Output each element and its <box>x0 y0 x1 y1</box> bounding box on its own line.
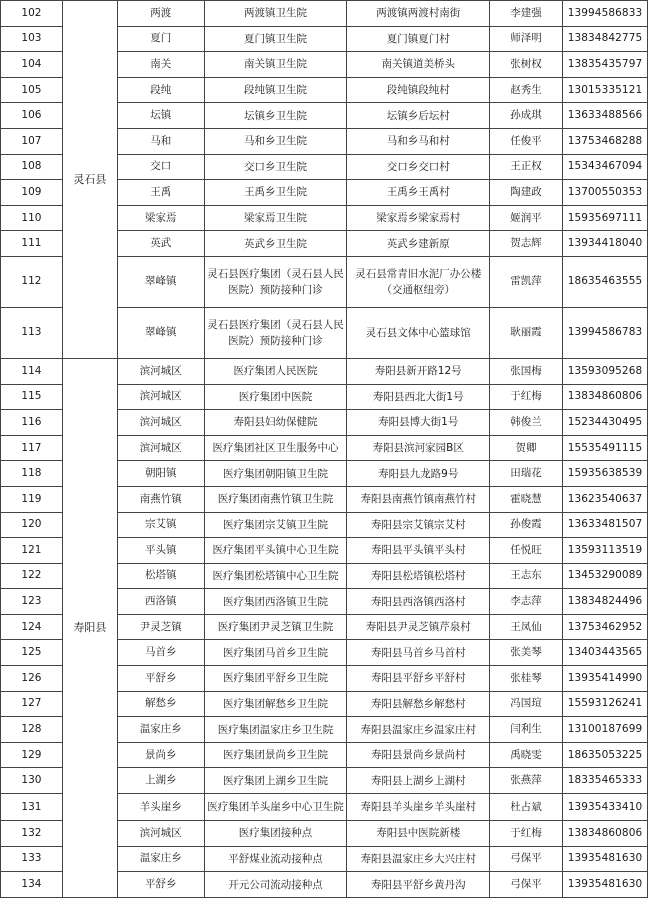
township-cell: 滨河城区 <box>117 821 204 847</box>
phone-cell: 13834842775 <box>562 26 647 52</box>
vaccination-site-cell: 平舒煤业流动接种点 <box>204 846 347 872</box>
contact-person-cell: 雷凯萍 <box>490 256 563 307</box>
township-cell: 尹灵芝镇 <box>117 614 204 640</box>
contact-person-cell: 张树权 <box>490 52 563 78</box>
vaccination-site-cell: 医疗集团平舒乡卫生院 <box>204 666 347 692</box>
address-cell: 段纯镇段纯村 <box>347 77 490 103</box>
phone-cell: 13015335121 <box>562 77 647 103</box>
address-cell: 南关镇道美桥头 <box>347 52 490 78</box>
table-row <box>1 358 648 384</box>
vaccination-site-cell: 医疗集团马首乡卫生院 <box>204 640 347 666</box>
address-cell: 寿阳县尹灵芝镇芹泉村 <box>347 614 490 640</box>
address-cell: 寿阳县西北大街1号 <box>347 384 490 410</box>
township-cell: 解愁乡 <box>117 691 204 717</box>
township-cell: 翠峰镇 <box>117 307 204 358</box>
township-cell: 交口 <box>117 154 204 180</box>
vaccination-site-cell: 医疗集团中医院 <box>204 384 347 410</box>
phone-cell: 13100187699 <box>562 717 647 743</box>
row-number-cell: 125 <box>1 640 63 666</box>
contact-person-cell: 任俊平 <box>490 128 563 154</box>
contact-person-cell: 禹晓雯 <box>490 742 563 768</box>
contact-person-cell: 张美琴 <box>490 640 563 666</box>
phone-cell: 13633488566 <box>562 103 647 129</box>
vaccination-site-cell: 梁家焉卫生院 <box>204 205 347 231</box>
address-cell: 英武乡建新原 <box>347 231 490 257</box>
contact-person-cell: 弓保平 <box>490 846 563 872</box>
township-cell: 英武 <box>117 231 204 257</box>
vaccination-site-cell: 医疗集团羊头崖乡中心卫生院 <box>204 794 347 821</box>
phone-cell: 13994586783 <box>562 307 647 358</box>
township-cell: 两渡 <box>117 1 204 27</box>
phone-cell: 15935638539 <box>562 461 647 487</box>
vaccination-site-cell: 医疗集团解愁乡卫生院 <box>204 691 347 717</box>
contact-person-cell: 于红梅 <box>490 384 563 410</box>
phone-cell: 13834860806 <box>562 384 647 410</box>
contact-person-cell: 王凤仙 <box>490 614 563 640</box>
row-number-cell: 124 <box>1 614 63 640</box>
contact-person-cell: 姬润平 <box>490 205 563 231</box>
phone-cell: 13403443565 <box>562 640 647 666</box>
contact-person-cell: 贺志辉 <box>490 231 563 257</box>
address-cell: 坛镇乡后坛村 <box>347 103 490 129</box>
row-number-cell: 104 <box>1 52 63 78</box>
township-cell: 马和 <box>117 128 204 154</box>
address-cell: 马和乡马和村 <box>347 128 490 154</box>
township-cell: 滨河城区 <box>117 435 204 461</box>
vaccination-site-cell: 医疗集团松塔镇中心卫生院 <box>204 563 347 589</box>
address-cell: 寿阳县平头镇平头村 <box>347 538 490 564</box>
vaccination-site-cell: 坛镇乡卫生院 <box>204 103 347 129</box>
contact-person-cell: 李建强 <box>490 1 563 27</box>
row-number-cell: 117 <box>1 435 63 461</box>
vaccination-site-cell: 医疗集团人民医院 <box>204 358 347 384</box>
phone-cell: 13934418040 <box>562 231 647 257</box>
address-cell: 寿阳县平舒乡平舒村 <box>347 666 490 692</box>
phone-cell: 13935481630 <box>562 872 647 898</box>
address-cell: 两渡镇两渡村南街 <box>347 1 490 27</box>
vaccination-site-cell: 两渡镇卫生院 <box>204 1 347 27</box>
vaccination-site-cell: 医疗集团上湖乡卫生院 <box>204 768 347 794</box>
address-cell: 寿阳县松塔镇松塔村 <box>347 563 490 589</box>
county-cell: 寿阳县 <box>62 358 117 897</box>
row-number-cell: 102 <box>1 1 63 27</box>
row-number-cell: 111 <box>1 231 63 257</box>
township-cell: 平舒乡 <box>117 872 204 898</box>
phone-cell: 13835435797 <box>562 52 647 78</box>
row-number-cell: 103 <box>1 26 63 52</box>
vaccination-site-cell: 开元公司流动接种点 <box>204 872 347 898</box>
address-cell: 寿阳县博大街1号 <box>347 410 490 436</box>
contact-person-cell: 孙成琪 <box>490 103 563 129</box>
row-number-cell: 108 <box>1 154 63 180</box>
address-cell: 寿阳县温家庄乡温家庄村 <box>347 717 490 743</box>
row-number-cell: 129 <box>1 742 63 768</box>
row-number-cell: 122 <box>1 563 63 589</box>
row-number-cell: 118 <box>1 461 63 487</box>
vaccination-site-cell: 医疗集团南燕竹镇卫生院 <box>204 486 347 512</box>
phone-cell: 18635053225 <box>562 742 647 768</box>
phone-cell: 13593095268 <box>562 358 647 384</box>
phone-cell: 13935433410 <box>562 794 647 821</box>
row-number-cell: 109 <box>1 180 63 206</box>
vaccination-site-cell: 英武乡卫生院 <box>204 231 347 257</box>
row-number-cell: 130 <box>1 768 63 794</box>
table-row <box>1 1 648 27</box>
contact-person-cell: 闫利生 <box>490 717 563 743</box>
township-cell: 梁家焉 <box>117 205 204 231</box>
township-cell: 滨河城区 <box>117 384 204 410</box>
township-cell: 滨河城区 <box>117 410 204 436</box>
phone-cell: 18635463555 <box>562 256 647 307</box>
address-cell: 梁家焉乡梁家焉村 <box>347 205 490 231</box>
address-cell: 寿阳县新开路12号 <box>347 358 490 384</box>
address-cell: 寿阳县温家庄乡大兴庄村 <box>347 846 490 872</box>
contact-person-cell: 王正权 <box>490 154 563 180</box>
vaccination-site-cell: 医疗集团温家庄乡卫生院 <box>204 717 347 743</box>
phone-cell: 15593126241 <box>562 691 647 717</box>
contact-person-cell: 韩俊兰 <box>490 410 563 436</box>
township-cell: 王禹 <box>117 180 204 206</box>
vaccination-site-cell: 医疗集团宗艾镇卫生院 <box>204 512 347 538</box>
contact-person-cell: 霍晓慧 <box>490 486 563 512</box>
address-cell: 寿阳县平舒乡黄丹沟 <box>347 872 490 898</box>
contact-person-cell: 王志东 <box>490 563 563 589</box>
phone-cell: 13834860806 <box>562 821 647 847</box>
contact-person-cell: 贺卿 <box>490 435 563 461</box>
address-cell: 寿阳县九龙路9号 <box>347 461 490 487</box>
contact-person-cell: 师泽明 <box>490 26 563 52</box>
phone-cell: 15935697111 <box>562 205 647 231</box>
row-number-cell: 134 <box>1 872 63 898</box>
address-cell: 寿阳县南燕竹镇南燕竹村 <box>347 486 490 512</box>
phone-cell: 13753462952 <box>562 614 647 640</box>
township-cell: 朝阳镇 <box>117 461 204 487</box>
contact-person-cell: 耿丽霞 <box>490 307 563 358</box>
township-cell: 滨河城区 <box>117 358 204 384</box>
township-cell: 西洛镇 <box>117 589 204 615</box>
phone-cell: 13834824496 <box>562 589 647 615</box>
address-cell: 寿阳县上湖乡上湖村 <box>347 768 490 794</box>
row-number-cell: 126 <box>1 666 63 692</box>
row-number-cell: 120 <box>1 512 63 538</box>
phone-cell: 15343467094 <box>562 154 647 180</box>
vaccination-site-cell: 灵石县医疗集团（灵石县人民医院）预防接种门诊 <box>204 307 347 358</box>
address-cell: 寿阳县羊头崖乡羊头崖村 <box>347 794 490 821</box>
vaccination-site-cell: 医疗集团平头镇中心卫生院 <box>204 538 347 564</box>
phone-cell: 13453290089 <box>562 563 647 589</box>
row-number-cell: 123 <box>1 589 63 615</box>
township-cell: 南燕竹镇 <box>117 486 204 512</box>
address-cell: 交口乡交口村 <box>347 154 490 180</box>
row-number-cell: 116 <box>1 410 63 436</box>
vaccination-site-cell: 医疗集团景尚乡卫生院 <box>204 742 347 768</box>
township-cell: 上湖乡 <box>117 768 204 794</box>
phone-cell: 13994586833 <box>562 1 647 27</box>
phone-cell: 13700550353 <box>562 180 647 206</box>
township-cell: 温家庄乡 <box>117 846 204 872</box>
phone-cell: 15535491115 <box>562 435 647 461</box>
address-cell: 寿阳县西洛镇西洛村 <box>347 589 490 615</box>
row-number-cell: 115 <box>1 384 63 410</box>
row-number-cell: 132 <box>1 821 63 847</box>
contact-person-cell: 田瑞花 <box>490 461 563 487</box>
vaccination-site-cell: 医疗集团西洛镇卫生院 <box>204 589 347 615</box>
vaccination-site-cell: 夏门镇卫生院 <box>204 26 347 52</box>
vaccination-site-cell: 医疗集团朝阳镇卫生院 <box>204 461 347 487</box>
row-number-cell: 127 <box>1 691 63 717</box>
vaccination-site-cell: 南关镇卫生院 <box>204 52 347 78</box>
row-number-cell: 128 <box>1 717 63 743</box>
phone-cell: 15234430495 <box>562 410 647 436</box>
row-number-cell: 133 <box>1 846 63 872</box>
row-number-cell: 121 <box>1 538 63 564</box>
row-number-cell: 105 <box>1 77 63 103</box>
township-cell: 翠峰镇 <box>117 256 204 307</box>
township-cell: 松塔镇 <box>117 563 204 589</box>
contact-person-cell: 任悦旺 <box>490 538 563 564</box>
vaccination-site-cell: 医疗集团社区卫生服务中心 <box>204 435 347 461</box>
address-cell: 寿阳县解愁乡解愁村 <box>347 691 490 717</box>
row-number-cell: 119 <box>1 486 63 512</box>
row-number-cell: 113 <box>1 307 63 358</box>
county-cell: 灵石县 <box>62 1 117 359</box>
township-cell: 段纯 <box>117 77 204 103</box>
contact-person-cell: 杜占斌 <box>490 794 563 821</box>
row-number-cell: 114 <box>1 358 63 384</box>
row-number-cell: 106 <box>1 103 63 129</box>
contact-person-cell: 冯国瑄 <box>490 691 563 717</box>
vaccination-site-cell: 段纯镇卫生院 <box>204 77 347 103</box>
address-cell: 夏门镇夏门村 <box>347 26 490 52</box>
vaccination-site-cell: 寿阳县妇幼保健院 <box>204 410 347 436</box>
vaccination-site-cell: 交口乡卫生院 <box>204 154 347 180</box>
contact-person-cell: 弓保平 <box>490 872 563 898</box>
township-cell: 夏门 <box>117 26 204 52</box>
phone-cell: 18335465333 <box>562 768 647 794</box>
vaccination-site-cell: 马和乡卫生院 <box>204 128 347 154</box>
contact-person-cell: 张国梅 <box>490 358 563 384</box>
contact-person-cell: 孙俊霞 <box>490 512 563 538</box>
address-cell: 王禹乡王禹村 <box>347 180 490 206</box>
address-cell: 寿阳县马首乡马首村 <box>347 640 490 666</box>
phone-cell: 13935481630 <box>562 846 647 872</box>
township-cell: 南关 <box>117 52 204 78</box>
phone-cell: 13623540637 <box>562 486 647 512</box>
vaccination-site-cell: 王禹乡卫生院 <box>204 180 347 206</box>
township-cell: 坛镇 <box>117 103 204 129</box>
address-cell: 寿阳县宗艾镇宗艾村 <box>347 512 490 538</box>
phone-cell: 13633481507 <box>562 512 647 538</box>
contact-person-cell: 陶建政 <box>490 180 563 206</box>
row-number-cell: 131 <box>1 794 63 821</box>
contact-person-cell: 张燕萍 <box>490 768 563 794</box>
township-cell: 平舒乡 <box>117 666 204 692</box>
contact-person-cell: 赵秀生 <box>490 77 563 103</box>
address-cell: 寿阳县中医院新楼 <box>347 821 490 847</box>
address-cell: 寿阳县滨河家园B区 <box>347 435 490 461</box>
row-number-cell: 112 <box>1 256 63 307</box>
address-cell: 灵石县文体中心篮球馆 <box>347 307 490 358</box>
phone-cell: 13935414990 <box>562 666 647 692</box>
township-cell: 马首乡 <box>117 640 204 666</box>
township-cell: 温家庄乡 <box>117 717 204 743</box>
contact-person-cell: 张桂琴 <box>490 666 563 692</box>
vaccination-site-cell: 医疗集团接种点 <box>204 821 347 847</box>
contact-person-cell: 李志萍 <box>490 589 563 615</box>
vaccination-site-cell: 医疗集团尹灵芝镇卫生院 <box>204 614 347 640</box>
row-number-cell: 107 <box>1 128 63 154</box>
address-cell: 寿阳县景尚乡景尚村 <box>347 742 490 768</box>
township-cell: 羊头崖乡 <box>117 794 204 821</box>
township-cell: 景尚乡 <box>117 742 204 768</box>
phone-cell: 13593113519 <box>562 538 647 564</box>
row-number-cell: 110 <box>1 205 63 231</box>
phone-cell: 13753468288 <box>562 128 647 154</box>
contact-person-cell: 于红梅 <box>490 821 563 847</box>
vaccination-site-cell: 灵石县医疗集团（灵石县人民医院）预防接种门诊 <box>204 256 347 307</box>
township-cell: 平头镇 <box>117 538 204 564</box>
address-cell: 灵石县常青旧水泥厂办公楼（交通枢纽旁） <box>347 256 490 307</box>
township-cell: 宗艾镇 <box>117 512 204 538</box>
